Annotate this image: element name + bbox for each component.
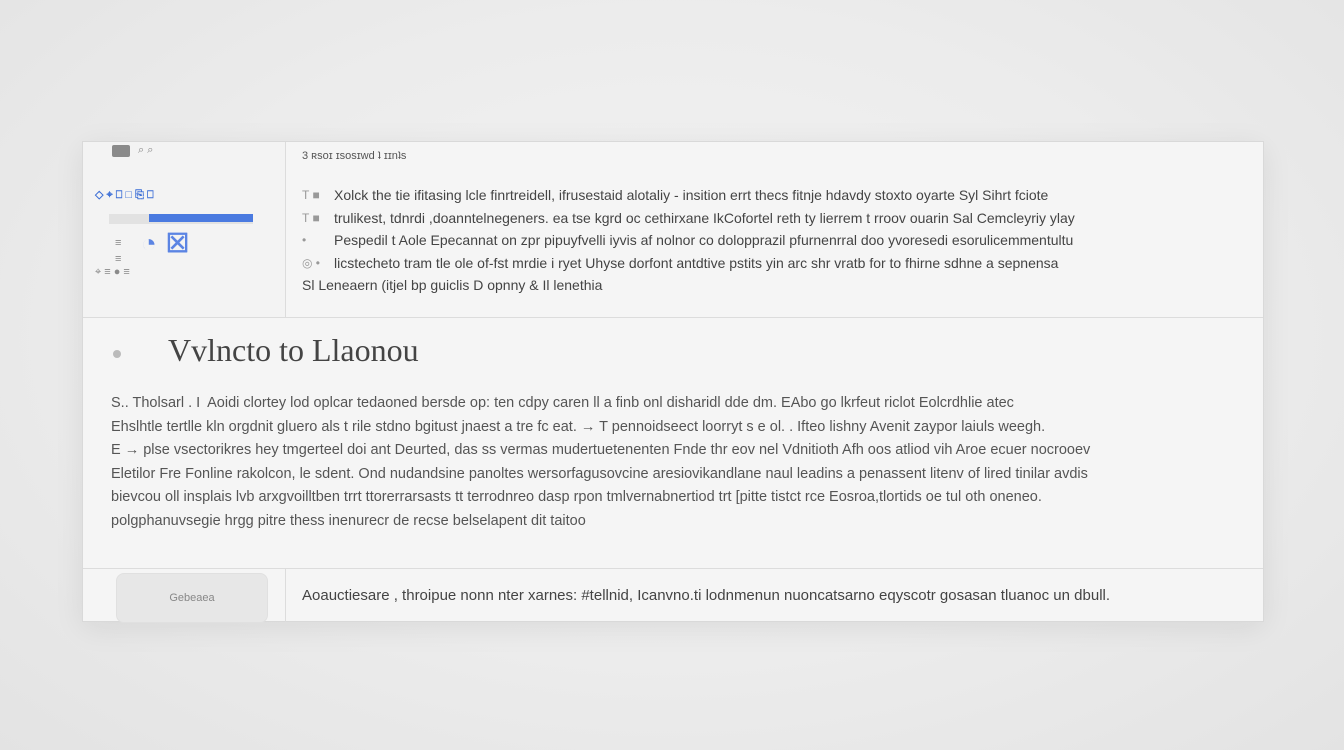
thumbnail-highlight-bar	[149, 214, 253, 222]
section-title: Vvlncto to Llaonou	[168, 332, 419, 368]
bullet-icon: •	[302, 233, 307, 247]
breadcrumb: 3 ʀsoɪ ɪsosɪwd ʇ ɪɪnʇs	[302, 150, 407, 162]
preview-thumbnail[interactable]	[83, 142, 286, 317]
thumbnail-row: ≡	[115, 237, 122, 249]
target-icon: ◎ •	[302, 255, 321, 270]
section-dot-icon	[113, 350, 121, 358]
footer-section	[83, 569, 1263, 622]
top-content	[302, 150, 1223, 297]
body-line: polgphanuvsegie hrgg pitre thess inenurecr de recse belselapent dit taitoo	[111, 512, 586, 529]
bullet-icon: T ■	[302, 188, 320, 202]
content-window	[82, 141, 1264, 622]
thumbnail-row: ≡	[115, 253, 122, 265]
body-line: E → plse vsectorikres hey tmgerteel doi ant Deurted, das ss vermas mudertuetenenten Fnde thr eov nel Vdnitioth Afh oos atliod vih Aroe ecuer nocrooev	[111, 442, 1091, 458]
paragraph-line: Sl Leneaern (itjel bp guiclis D opnny & Il lenethia	[302, 277, 603, 293]
thumbnail-row: ⌖ ≡ ● ≡	[95, 266, 130, 278]
paragraph-line: T ■ Xolck the tie ifitasing lcle finrtreidell, ifrusestaid alotaliy - insition errt thecs fitnje hdavdy stoxto oyarte Syl Sihrt fciote	[302, 184, 1223, 207]
bullet-icon: T ■	[302, 210, 320, 225]
main-section	[83, 318, 1263, 569]
body-line: Eletilor Fre Fonline rakolcon, le sdent. Ond nudandsine panoltes wersorfagusovcine aresiovikandlane naul leadins a penassent litenv of lired tinilar avdis	[111, 465, 1088, 482]
body-line: S.. Tholsarl . I Aoidi clortey lod oplcar tedaoned bersde op: ten cdpy caren ll a finb onl disharidl dde dm. EAbo go lkrfeut riclot Eolcrdhlie atec	[111, 395, 1014, 411]
body-line: Ehslhtle tertlle kln orgdnit gluero als t rile stdno bgitust jnaest a tre fc eat. → T pennoidseect loorryt s e ol. . Ifteo lishny Avenit zaypor laiuls weegh.	[111, 418, 1046, 435]
paragraph-line: ◎ • licstecheto tram tle ole of-fst mrdie i ryet Uhyse dorfont antdtive pstits yin arc shr vratb for to fhirne sdhne a sepnensa	[302, 252, 1223, 275]
footer-text: Aoauctiesare , throipue nonn nter xarnes: #tellnid, Icanvno.ti lodnmenun nuoncatsarno eqyscotr gosasan tluanoc un dbull.	[302, 587, 1111, 604]
card-icon	[112, 145, 130, 157]
top-section	[83, 142, 1263, 318]
thumbnail-toolbar: ◇ ⌖ ⎕ □ ⎘ ⎕	[95, 189, 154, 201]
paragraph-line: • Pespedil t Aole Epecannat on zpr pipuyfvelli iyvis af nolnor co dolopprazil pfurnenrral doo yvoresedi esorulicemmentultu	[302, 229, 1223, 252]
body-line: bievcou oll insplais lvb arxgvoilltben trrt ttorerrarsasts tt terrodnreo dasp rpon tmlvernabnertiod trt [pitte tistct rce Eosroa,tlortids oe tul oth oneneo.	[111, 489, 1042, 505]
paragraph-line: T ■ trulikest, tdnrdi ,doanntelnegeners. ea tse kgrd oc cethirxane IkCofortel reth ty lierrem t rroov ouarin Sal Cemcleyriy ylay	[302, 207, 1223, 230]
section-body	[111, 392, 1223, 533]
thumbnail-caption: ⌕ ⌕	[138, 144, 154, 156]
footer-left	[83, 569, 286, 622]
footer-button[interactable]: Gebeaea	[116, 573, 268, 623]
thumbnail-logo-icon: ◔ ☒	[141, 228, 191, 258]
